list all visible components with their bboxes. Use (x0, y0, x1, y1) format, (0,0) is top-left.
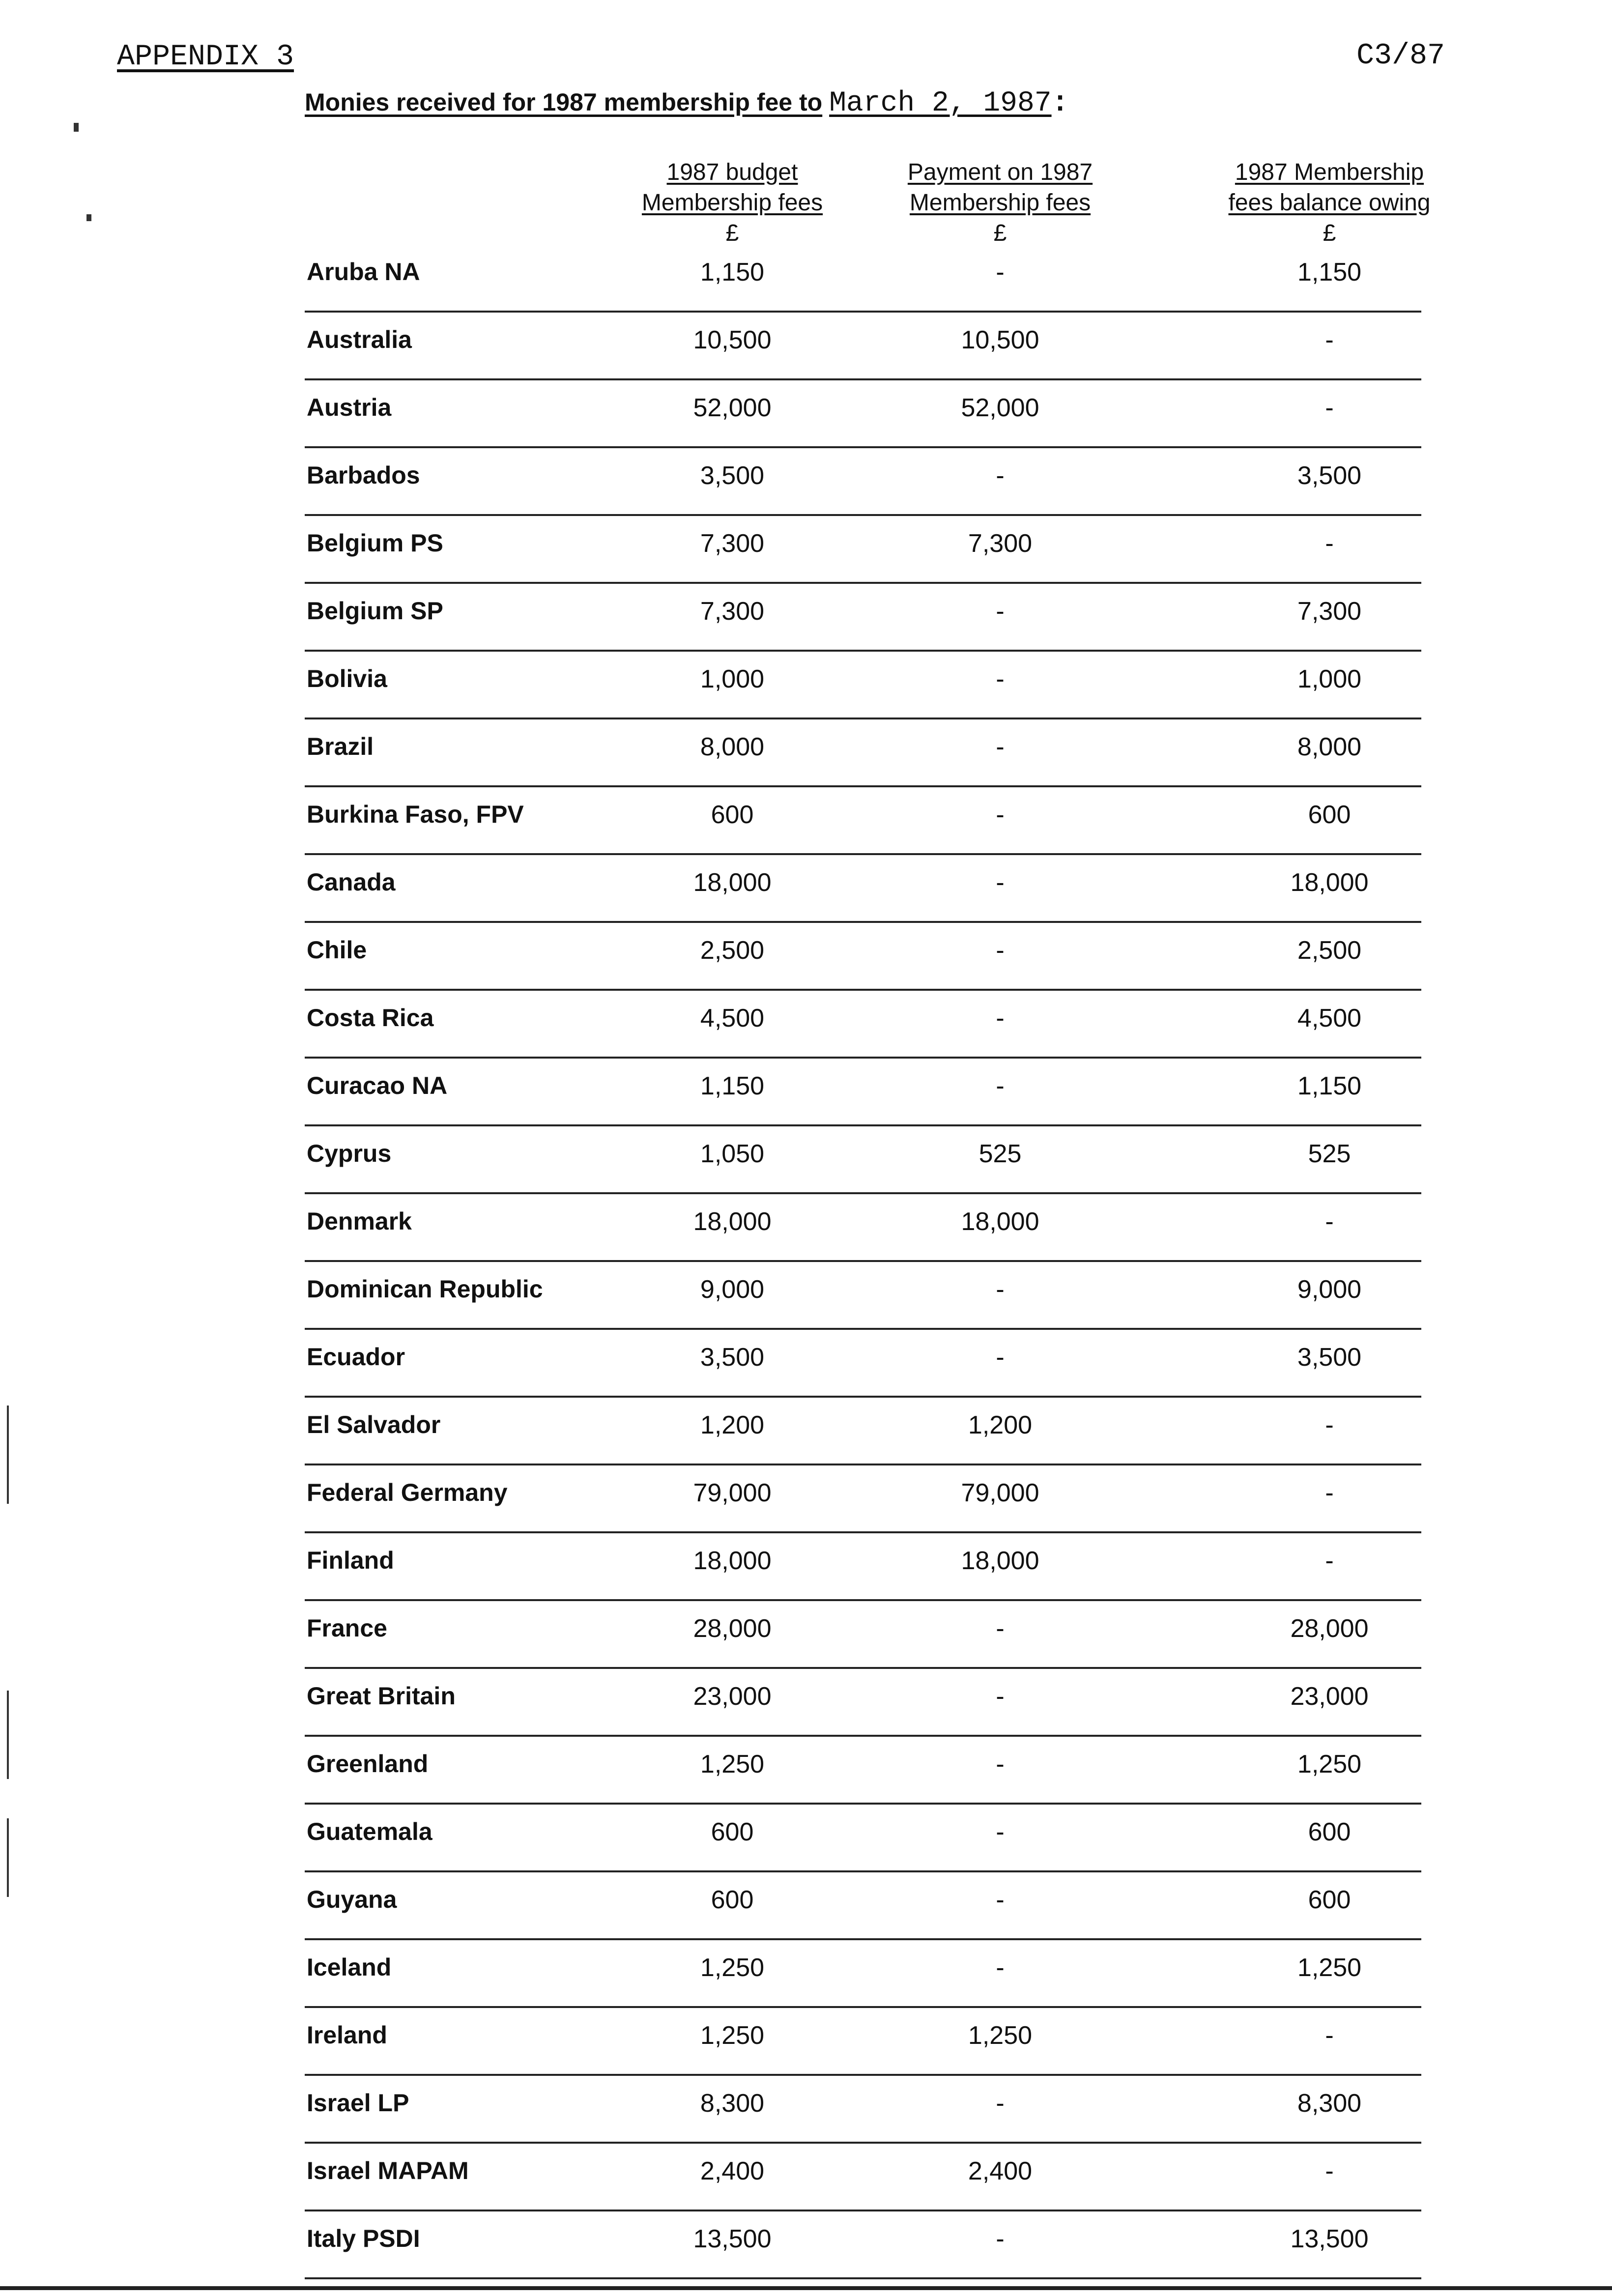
payment-fee: - (996, 733, 1005, 761)
column-header-owing-line2: fees balance owing (1228, 190, 1431, 216)
country-name: Burkina Faso, FPV (307, 801, 524, 828)
page-bottom-edge (0, 2286, 1612, 2290)
table-row (305, 1262, 1421, 1330)
budget-fee: 28,000 (693, 1614, 772, 1643)
table-row (305, 1126, 1421, 1194)
table-row (305, 1669, 1421, 1737)
budget-fee: 8,000 (700, 733, 765, 761)
country-name: Aruba NA (307, 258, 420, 286)
subtitle-colon: : (1051, 87, 1069, 119)
table-row (305, 1872, 1421, 1940)
binder-hole-mark (86, 214, 91, 221)
country-name: Great Britain (307, 1682, 456, 1710)
table-row (305, 245, 1421, 313)
table-row (305, 1398, 1421, 1465)
document-reference: C3/87 (1356, 39, 1445, 73)
budget-fee: 600 (711, 1886, 754, 1914)
payment-fee: - (996, 461, 1005, 490)
payment-fee: 10,500 (961, 326, 1039, 354)
appendix-label: APPENDIX 3 (117, 40, 294, 74)
country-name: Curacao NA (307, 1072, 448, 1099)
balance-owing: - (1325, 529, 1334, 558)
column-header-budget-currency: £ (725, 220, 739, 246)
budget-fee: 9,000 (700, 1275, 765, 1304)
country-name: Israel LP (307, 2089, 409, 2117)
payment-fee: 2,400 (968, 2157, 1033, 2185)
budget-fee: 52,000 (693, 394, 772, 422)
payment-fee: - (996, 1953, 1005, 1982)
payment-fee: - (996, 868, 1005, 897)
balance-owing: 1,250 (1297, 1953, 1362, 1982)
payment-fee: 1,250 (968, 2021, 1033, 2050)
column-header-budget-line2: Membership fees (641, 190, 823, 216)
table-row (305, 652, 1421, 719)
budget-fee: 600 (711, 1818, 754, 1846)
country-name: France (307, 1614, 387, 1642)
table-row (305, 923, 1421, 991)
table-row (305, 313, 1421, 380)
balance-owing: 8,000 (1297, 733, 1362, 761)
table-row (305, 719, 1421, 787)
table-row (305, 991, 1421, 1059)
budget-fee: 10,500 (693, 326, 772, 354)
country-name: Canada (307, 868, 396, 896)
country-name: Austria (307, 394, 392, 421)
margin-line (7, 1691, 9, 1779)
table-row (305, 787, 1421, 855)
payment-fee: - (996, 1004, 1005, 1033)
payment-fee: - (996, 1614, 1005, 1643)
table-row (305, 855, 1421, 923)
country-name: Costa Rica (307, 1004, 434, 1032)
country-name: El Salvador (307, 1411, 441, 1438)
budget-fee: 4,500 (700, 1004, 765, 1033)
column-header-paid-currency: £ (993, 220, 1007, 246)
country-name: Ecuador (307, 1343, 405, 1371)
budget-fee: 8,300 (700, 2089, 765, 2118)
table-row (305, 516, 1421, 584)
country-name: Israel MAPAM (307, 2157, 469, 2184)
country-name: Guatemala (307, 1818, 432, 1845)
balance-owing: 9,000 (1297, 1275, 1362, 1304)
balance-owing: - (1325, 1479, 1334, 1507)
payment-fee: - (996, 1750, 1005, 1779)
table-row (305, 1601, 1421, 1669)
payment-fee: 525 (979, 1140, 1022, 1168)
payment-fee: - (996, 258, 1005, 287)
table-row (305, 380, 1421, 448)
balance-owing: - (1325, 2157, 1334, 2185)
column-header-paid (894, 157, 1106, 249)
country-name: Finland (307, 1547, 394, 1574)
table-row (305, 584, 1421, 652)
budget-fee: 7,300 (700, 597, 765, 626)
budget-fee: 18,000 (693, 1207, 772, 1236)
balance-owing: - (1325, 326, 1334, 354)
balance-owing: - (1325, 1207, 1334, 1236)
balance-owing: 3,500 (1297, 461, 1362, 490)
subtitle-date: March 2, 1987 (829, 87, 1052, 119)
payment-fee: - (996, 1886, 1005, 1914)
country-name: Cyprus (307, 1140, 392, 1167)
payment-fee: - (996, 597, 1005, 626)
payment-fee: - (996, 1072, 1005, 1100)
subtitle (305, 87, 1068, 119)
budget-fee: 13,500 (693, 2225, 772, 2253)
margin-line (7, 1406, 9, 1504)
budget-fee: 1,150 (700, 1072, 765, 1100)
balance-owing: 23,000 (1290, 1682, 1369, 1711)
membership-fee-table (305, 245, 1421, 2279)
balance-owing: - (1325, 1547, 1334, 1575)
subtitle-lead: Monies received for 1987 membership fee to (305, 88, 823, 116)
balance-owing: - (1325, 394, 1334, 422)
payment-fee: 1,200 (968, 1411, 1033, 1439)
budget-fee: 1,200 (700, 1411, 765, 1439)
payment-fee: 18,000 (961, 1547, 1039, 1575)
country-name: Dominican Republic (307, 1275, 543, 1303)
table-row (305, 1737, 1421, 1805)
table-row (305, 1940, 1421, 2008)
table-row (305, 1194, 1421, 1262)
payment-fee: 52,000 (961, 394, 1039, 422)
table-row (305, 2211, 1421, 2279)
column-header-owing-line1: 1987 Membership (1235, 159, 1424, 185)
balance-owing: 1,150 (1297, 258, 1362, 287)
table-row (305, 448, 1421, 516)
country-name: Chile (307, 936, 367, 964)
budget-fee: 600 (711, 801, 754, 829)
table-row (305, 2076, 1421, 2144)
budget-fee: 1,250 (700, 2021, 765, 2050)
table-row (305, 2144, 1421, 2211)
balance-owing: 1,000 (1297, 665, 1362, 693)
payment-fee: - (996, 1818, 1005, 1846)
country-name: Australia (307, 326, 412, 353)
column-header-owing-currency: £ (1323, 220, 1336, 246)
payment-fee: - (996, 2225, 1005, 2253)
balance-owing: 600 (1308, 1818, 1351, 1846)
budget-fee: 2,500 (700, 936, 765, 965)
budget-fee: 2,400 (700, 2157, 765, 2185)
country-name: Brazil (307, 733, 374, 760)
budget-fee: 18,000 (693, 868, 772, 897)
balance-owing: 1,150 (1297, 1072, 1362, 1100)
budget-fee: 23,000 (693, 1682, 772, 1711)
balance-owing: - (1325, 2021, 1334, 2050)
country-name: Belgium PS (307, 529, 443, 557)
country-name: Iceland (307, 1953, 392, 1981)
balance-owing: 600 (1308, 801, 1351, 829)
budget-fee: 1,000 (700, 665, 765, 693)
payment-fee: - (996, 1682, 1005, 1711)
balance-owing: 525 (1308, 1140, 1351, 1168)
payment-fee: 79,000 (961, 1479, 1039, 1507)
budget-fee: 3,500 (700, 461, 765, 490)
budget-fee: 7,300 (700, 529, 765, 558)
payment-fee: 7,300 (968, 529, 1033, 558)
column-header-owing (1214, 157, 1445, 249)
balance-owing: 600 (1308, 1886, 1351, 1914)
balance-owing: 2,500 (1297, 936, 1362, 965)
country-name: Federal Germany (307, 1479, 508, 1506)
balance-owing: 7,300 (1297, 597, 1362, 626)
table-row (305, 1805, 1421, 1872)
balance-owing: 28,000 (1290, 1614, 1369, 1643)
balance-owing: 18,000 (1290, 868, 1369, 897)
table-row (305, 2008, 1421, 2076)
country-name: Denmark (307, 1207, 412, 1235)
payment-fee: - (996, 1275, 1005, 1304)
table-row (305, 1059, 1421, 1126)
budget-fee: 1,250 (700, 1750, 765, 1779)
country-name: Guyana (307, 1886, 397, 1913)
margin-line (7, 1818, 9, 1897)
balance-owing: - (1325, 1411, 1334, 1439)
balance-owing: 3,500 (1297, 1343, 1362, 1372)
budget-fee: 3,500 (700, 1343, 765, 1372)
table-row (305, 1465, 1421, 1533)
column-header-budget (629, 157, 835, 249)
country-name: Bolivia (307, 665, 387, 692)
budget-fee: 1,150 (700, 258, 765, 287)
binder-hole-mark (74, 123, 79, 132)
payment-fee: - (996, 801, 1005, 829)
balance-owing: 4,500 (1297, 1004, 1362, 1033)
balance-owing: 13,500 (1290, 2225, 1369, 2253)
payment-fee: - (996, 2089, 1005, 2118)
column-header-paid-line2: Membership fees (909, 190, 1091, 216)
country-name: Ireland (307, 2021, 387, 2049)
country-name: Italy PSDI (307, 2225, 420, 2252)
balance-owing: 1,250 (1297, 1750, 1362, 1779)
column-header-budget-line1: 1987 budget (666, 159, 798, 185)
budget-fee: 79,000 (693, 1479, 772, 1507)
balance-owing: 8,300 (1297, 2089, 1362, 2118)
budget-fee: 1,050 (700, 1140, 765, 1168)
budget-fee: 18,000 (693, 1547, 772, 1575)
country-name: Greenland (307, 1750, 429, 1778)
payment-fee: - (996, 936, 1005, 965)
budget-fee: 1,250 (700, 1953, 765, 1982)
payment-fee: - (996, 665, 1005, 693)
payment-fee: 18,000 (961, 1207, 1039, 1236)
country-name: Belgium SP (307, 597, 443, 625)
column-header-paid-line1: Payment on 1987 (907, 159, 1093, 185)
table-row (305, 1533, 1421, 1601)
country-name: Barbados (307, 461, 420, 489)
table-row (305, 1330, 1421, 1398)
payment-fee: - (996, 1343, 1005, 1372)
